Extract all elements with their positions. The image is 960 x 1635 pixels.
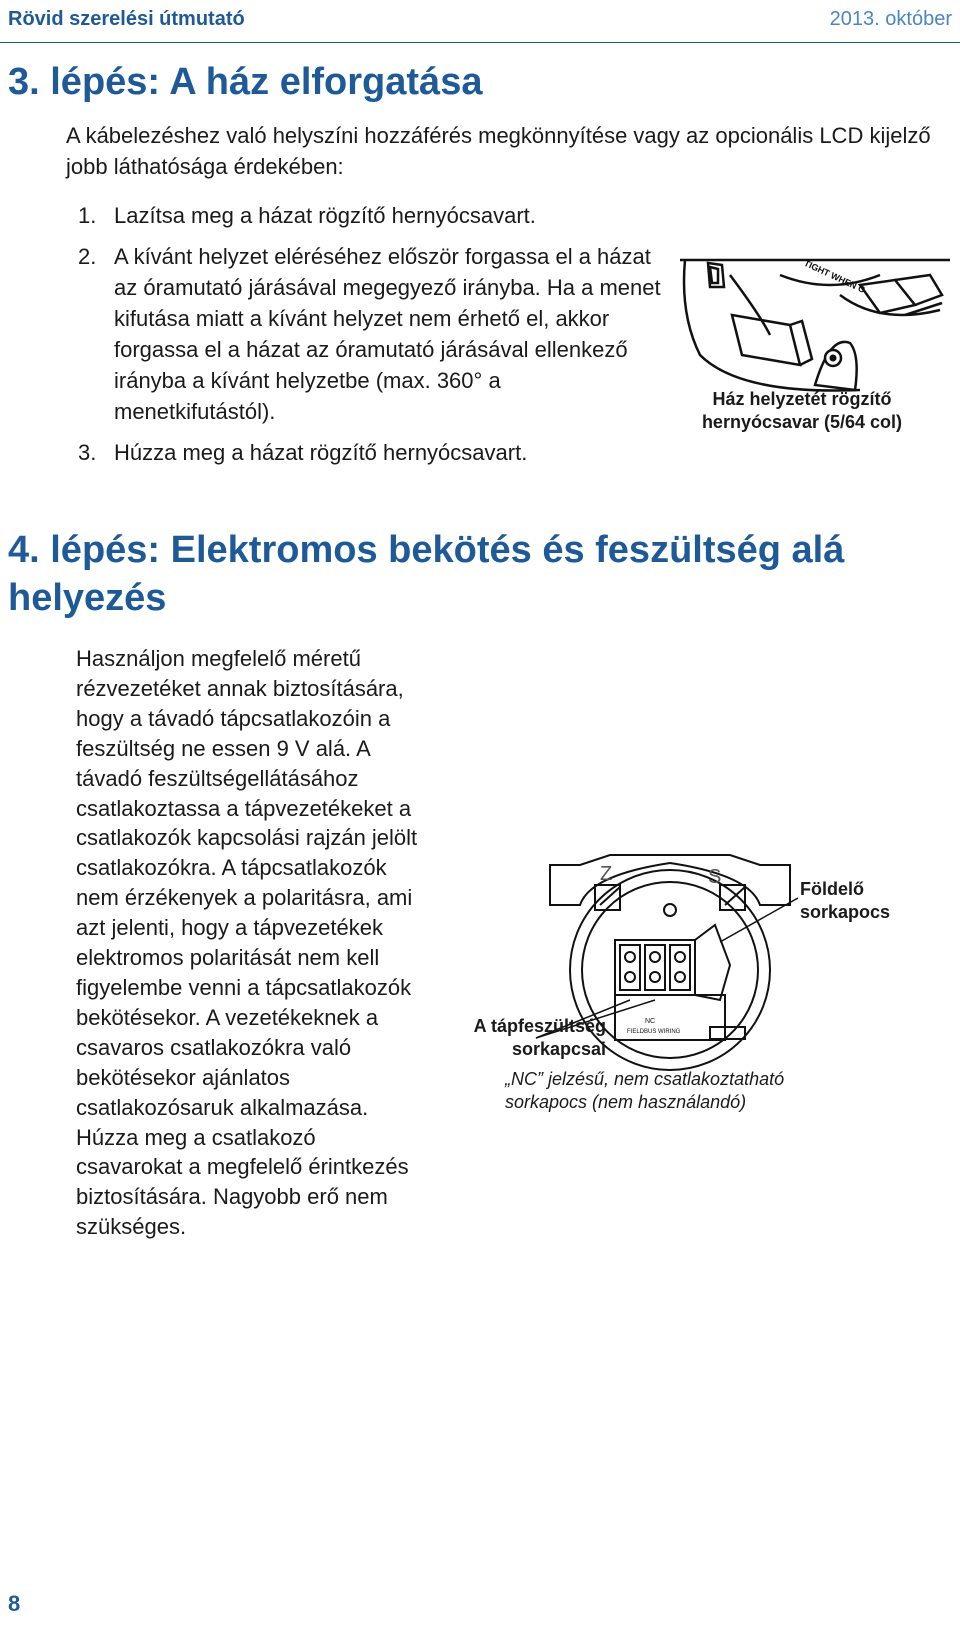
doc-date-header: 2013. október (829, 8, 952, 30)
figure-mark-fieldbus: FIELDBUS WIRING (627, 1029, 681, 1035)
figure-caption-set-screw: Ház helyzetét rögzítő hernyócsavar (5/64 col) (701, 389, 903, 432)
housing-engraving: TIGHT WHEN C (802, 257, 867, 295)
step3-list (66, 200, 666, 478)
page-number: 8 (8, 1591, 21, 1616)
header-divider (0, 42, 960, 43)
step3-item: 2. A kívánt helyzet eléréséhez először forgassa el a házat az óramutató járásával megegyező irányba. Ha a menet kifutása miatt a kívánt helyzet nem érhető el, akkor forgassa el a házat az óramutató járásával ellenkező irányba a kívánt helyzetbe (max. 360° a menetkifutástól). (78, 244, 661, 424)
step4-heading: 4. lépés: Elektromos bekötés és feszültség alá helyezés (8, 529, 845, 619)
label-nc-terminal: „NC” jelzésű, nem csatlakoztatható sorkapocs (nem használandó) (505, 1069, 785, 1112)
step4-body: Használjon megfelelő méretű rézvezetéket annak biztosítására, hogy a távadó tápcsatlakozóin a feszültség ne essen 9 V alá. A távadó feszültségellátásához csatlakoztassa a tápvezetékeket a csatlakozók kapcsolási rajzán jelölt csatlakozókra. A tápcsatlakozók nem érzékenyek a polaritásra, ami azt jelenti, hogy a tápvezetékek elektromos polaritását nem kell figyelembe venni a tápcsatlakozók bekötésekor. A vezetékeknek a csavaros csatlakozókra való bekötésekor ajánlatos csatlakozósaruk alkalmazása. Húzza meg a csatlakozó csavarokat a megfelelő érintkezés biztosítására. Nagyobb erő nem szükséges. (76, 646, 418, 1240)
figure-mark-nc: NC (645, 1018, 656, 1025)
figure-mark-s: S (708, 866, 722, 888)
step3-item: 3. Húzza meg a házat rögzítő hernyócsavart. (78, 440, 528, 465)
step3-intro: A kábelezéshez való helyszíni hozzáférés megkönnyítése vagy az opcionális LCD kijelző jobb láthatósága érdekében: (66, 123, 931, 179)
figure-mark-z: Z (600, 863, 613, 885)
set-screw-icon (830, 355, 837, 362)
doc-title-header: Rövid szerelési útmutató (8, 8, 245, 30)
label-power-terminals: A tápfeszültség sorkapcsai (473, 1016, 606, 1059)
step3-heading: 3. lépés: A ház elforgatása (8, 61, 483, 103)
label-ground-terminal: Földelő sorkapocs (800, 879, 891, 922)
housing-rotation-figure (680, 255, 950, 395)
step3-item: 1. Lazítsa meg a házat rögzítő hernyócsavart. (78, 203, 536, 228)
